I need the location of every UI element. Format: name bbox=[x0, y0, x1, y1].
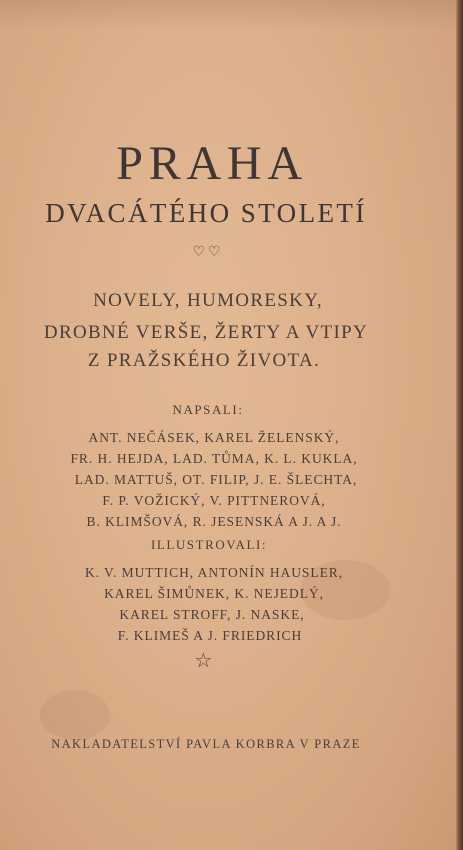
genre-line: Z PRAŽSKÉHO ŽIVOTA. bbox=[87, 350, 321, 371]
illustrators-line: KAREL ŠIMŮNEK, K. NEJEDLÝ, bbox=[104, 586, 324, 601]
illustrators-label: ILLUSTROVALI: bbox=[150, 537, 268, 552]
book-subtitle: DVACÁTÉHO STOLETÍ bbox=[45, 198, 367, 228]
illustrators-line: KAREL STROFF, J. NASKE, bbox=[119, 607, 305, 622]
illustrators-line: K. V. MUTTICH, ANTONÍN HAUSLER, bbox=[84, 565, 344, 580]
genre-line: DROBNÉ VERŠE, ŽERTY A VTIPY bbox=[43, 322, 369, 343]
authors-line: B. KLIMŠOVÁ, R. JESENSKÁ A J. A J. bbox=[86, 514, 342, 529]
authors-line: FR. H. HEJDA, LAD. TŮMA, K. L. KUKLA, bbox=[70, 451, 358, 466]
top-shadow bbox=[0, 0, 456, 30]
paper-stain bbox=[40, 690, 110, 740]
authors-line: LAD. MATTUŠ, OT. FILIP, J. E. ŠLECHTA, bbox=[74, 472, 358, 487]
publisher-imprint: NAKLADATELSTVÍ PAVLA KORBRA V PRAZE bbox=[51, 737, 361, 751]
book-title: PRAHA bbox=[116, 137, 308, 190]
illustrators-line: F. KLIMEŠ A J. FRIEDRICH bbox=[117, 628, 303, 643]
star-ornament-icon: ☆ bbox=[194, 650, 214, 672]
page-edge bbox=[456, 0, 463, 850]
genre-line: NOVELY, HUMORESKY, bbox=[93, 290, 323, 311]
authors-label: NAPSALI: bbox=[172, 402, 244, 417]
heart-ornament-icon: ♡♡ bbox=[192, 245, 224, 260]
authors-line: ANT. NEČÁSEK, KAREL ŽELENSKÝ, bbox=[88, 430, 340, 445]
authors-line: F. P. VOŽICKÝ, V. PITTNEROVÁ, bbox=[102, 493, 326, 508]
